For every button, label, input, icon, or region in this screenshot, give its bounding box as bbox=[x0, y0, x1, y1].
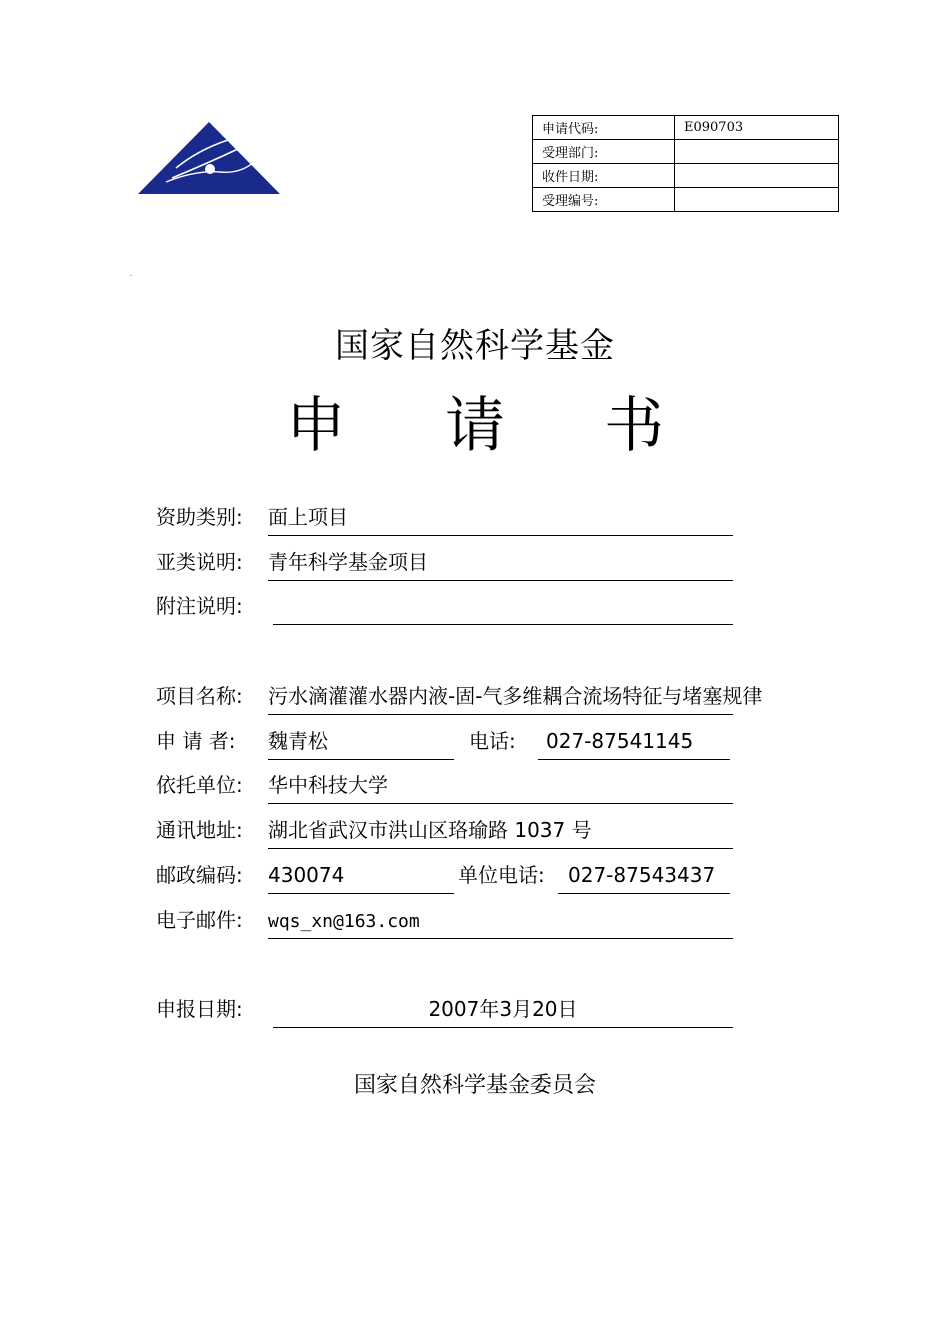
receipt-date-value bbox=[675, 164, 839, 188]
doc-title: 申 请 书 bbox=[285, 391, 705, 461]
funding-type-field bbox=[268, 503, 733, 536]
receipt-dept-label: 受理部门: bbox=[533, 140, 675, 164]
project-name-value: 污水滴灌灌水器内液-固-气多维耦合流场特征与堵塞规律 bbox=[268, 684, 763, 708]
applicant-label: 申 请 者: bbox=[156, 729, 236, 753]
phone-label: 电话: bbox=[469, 729, 516, 753]
postcode-value: 430074 bbox=[268, 863, 345, 887]
unit-phone-field bbox=[558, 861, 730, 894]
unit-phone-value: 027-87543437 bbox=[568, 863, 716, 887]
unit-value: 华中科技大学 bbox=[268, 773, 388, 797]
project-name-label: 项目名称: bbox=[156, 684, 243, 708]
postcode-field bbox=[268, 861, 454, 894]
table-row bbox=[533, 188, 839, 212]
note-label: 附注说明: bbox=[156, 594, 243, 618]
email-value: wqs_xn@163.com bbox=[268, 911, 420, 932]
email-field bbox=[268, 906, 733, 939]
postcode-label: 邮政编码: bbox=[156, 863, 243, 887]
receipt-code-label: 申请代码: bbox=[533, 116, 675, 140]
applicant-field bbox=[268, 727, 454, 760]
unit-label: 依托单位: bbox=[156, 773, 243, 797]
submission-date-field bbox=[273, 995, 733, 1028]
project-name-underline bbox=[268, 682, 733, 715]
submission-date-value: 2007年3月20日 bbox=[428, 997, 578, 1021]
subtype-value: 青年科学基金项目 bbox=[268, 550, 428, 574]
table-row bbox=[533, 164, 839, 188]
applicant-value: 魏青松 bbox=[268, 729, 328, 753]
receipt-info-table bbox=[532, 115, 839, 212]
subtype-field bbox=[268, 548, 733, 581]
receipt-number-value bbox=[675, 188, 839, 212]
note-field bbox=[273, 592, 733, 625]
stray-dot bbox=[130, 275, 132, 276]
funding-type-value: 面上项目 bbox=[268, 505, 348, 529]
address-value: 湖北省武汉市洪山区珞瑜路 1037 号 bbox=[268, 818, 592, 842]
receipt-dept-value bbox=[675, 140, 839, 164]
subtype-label: 亚类说明: bbox=[156, 550, 243, 574]
funding-type-label: 资助类别: bbox=[156, 505, 243, 529]
unit-phone-label: 单位电话: bbox=[458, 863, 545, 887]
committee-name: 国家自然科学基金委员会 bbox=[353, 1073, 596, 1098]
unit-field bbox=[268, 771, 733, 804]
table-row bbox=[533, 140, 839, 164]
table-row bbox=[533, 116, 839, 140]
address-label: 通讯地址: bbox=[156, 818, 243, 842]
phone-field bbox=[538, 727, 730, 760]
receipt-date-label: 收件日期: bbox=[533, 164, 675, 188]
submission-date-label: 申报日期: bbox=[156, 997, 243, 1021]
address-field bbox=[268, 816, 733, 849]
nsfc-logo-icon bbox=[136, 120, 282, 196]
email-label: 电子邮件: bbox=[156, 908, 243, 932]
receipt-code-value: E090703 bbox=[675, 116, 839, 140]
phone-value: 027-87541145 bbox=[546, 729, 694, 753]
org-title: 国家自然科学基金 bbox=[335, 326, 615, 366]
receipt-number-label: 受理编号: bbox=[533, 188, 675, 212]
